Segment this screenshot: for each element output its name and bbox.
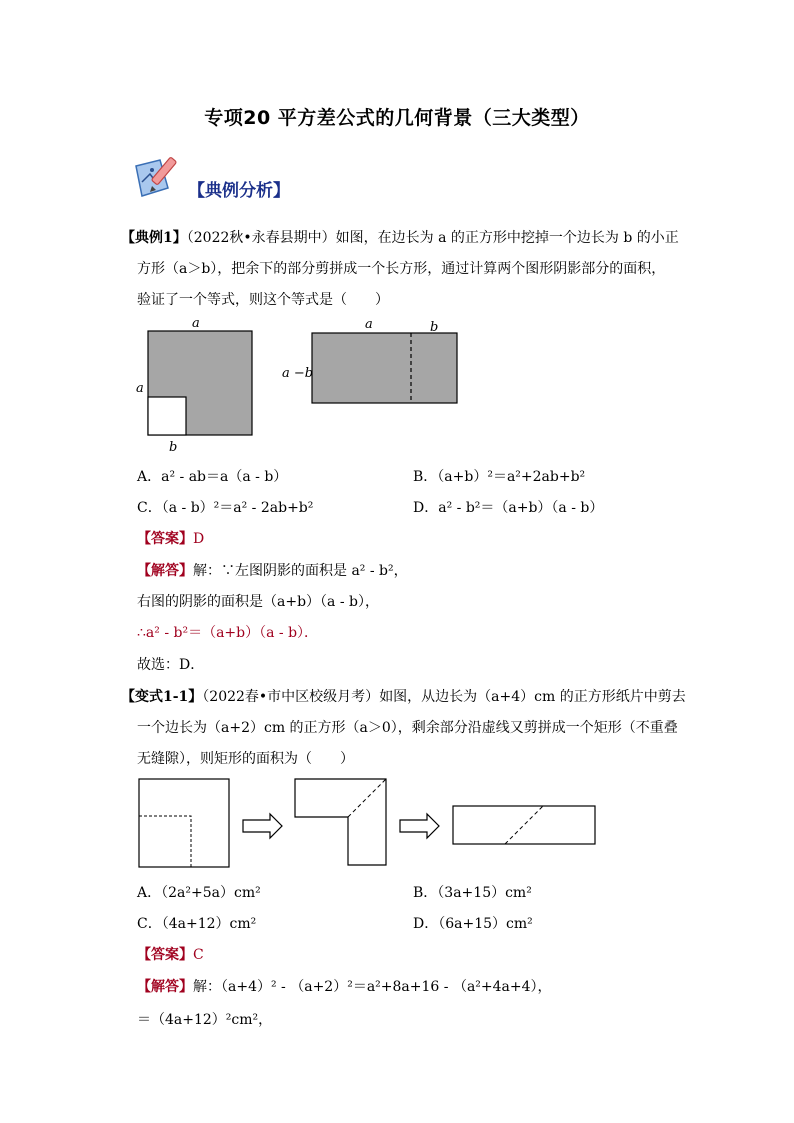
label-a-side: a <box>136 381 144 396</box>
variant1-option-d: D．（6a+15）cm² <box>413 916 533 932</box>
variant1-figure <box>130 772 610 872</box>
pencil-paper-icon <box>130 152 190 202</box>
section-banner <box>130 152 330 202</box>
variant1-text-1: 如图，从边长为（a+4）cm 的正方形纸片中剪去 <box>379 689 686 705</box>
l-shape <box>295 779 386 865</box>
example1-line1 <box>121 228 679 248</box>
arrow-1 <box>243 814 282 838</box>
example1-option-b: B．（a+b）²＝a²+2ab+b² <box>413 469 586 485</box>
variant1-label: 【变式1-1】 <box>121 689 203 705</box>
rectangle-shaded <box>312 333 457 403</box>
example1-label: 【典例1】 <box>121 230 187 246</box>
banner-text: 【典例分析】 <box>188 181 290 201</box>
small-square-removed <box>148 397 186 435</box>
label-a-minus-b: a −b <box>282 366 314 381</box>
result-rectangle <box>453 806 595 844</box>
example1-solution-2: 右图的阴影的面积是（a+b）（a - b）， <box>137 594 379 610</box>
example1-option-d: D．a² - b²＝（a+b）（a - b） <box>413 500 604 516</box>
variant1-option-b: B．（3a+15）cm² <box>413 885 532 901</box>
variant1-option-c: C．（4a+12）cm² <box>137 916 257 932</box>
example1-option-c: C．（a - b）²＝a² - 2ab+b² <box>137 500 314 516</box>
arrow-2 <box>400 814 439 838</box>
label-b-rect: b <box>430 320 439 335</box>
example1-text-1: 如图，在边长为 a 的正方形中挖掉一个边长为 b 的小正 <box>335 230 679 246</box>
example1-solution-1: 【解答】解：∵左图阴影的面积是 a² - b²， <box>137 563 408 579</box>
example1-figure <box>130 315 480 460</box>
variant1-solution-2: ＝（4a+12）²cm²， <box>137 1012 273 1028</box>
variant1-source: （2022春•市中区校级月考） <box>202 689 380 705</box>
page-title: 专项20 平方差公式的几何背景（三大类型） <box>204 107 590 129</box>
label-b-bottom: b <box>169 440 178 455</box>
example1-option-a: A．a² - ab＝a（a - b） <box>137 469 288 485</box>
variant1-line2: 一个边长为（a+2）cm 的正方形（a＞0），剩余部分沿虚线又剪拼成一个矩形（不重叠 <box>137 720 678 736</box>
example1-line2: 方形（a＞b），把余下的部分剪拼成一个长方形，通过计算两个图形阴影部分的面积， <box>137 261 666 277</box>
variant1-option-a: A．（2a²+5a）cm² <box>137 885 261 901</box>
variant1-answer: 【答案】C <box>137 947 204 963</box>
example1-answer: 【答案】D <box>137 531 205 547</box>
example1-line3: 验证了一个等式，则这个等式是（ ） <box>137 292 389 308</box>
example1-solution-3: ∴a² - b²＝（a+b）（a - b）． <box>137 625 319 641</box>
square-paper <box>139 779 229 867</box>
example1-source: （2022秋•永春县期中） <box>186 230 336 246</box>
label-a-rect: a <box>365 317 373 332</box>
label-a-top: a <box>192 316 200 331</box>
variant1-solution-1: 【解答】解：（a+4）² - （a+2）²＝a²+8a+16 - （a²+4a+4）， <box>137 979 552 995</box>
variant1-line3: 无缝隙），则矩形的面积为（ ） <box>137 751 354 767</box>
example1-solution-4: 故选：D． <box>137 657 205 673</box>
variant1-line1 <box>121 687 686 707</box>
